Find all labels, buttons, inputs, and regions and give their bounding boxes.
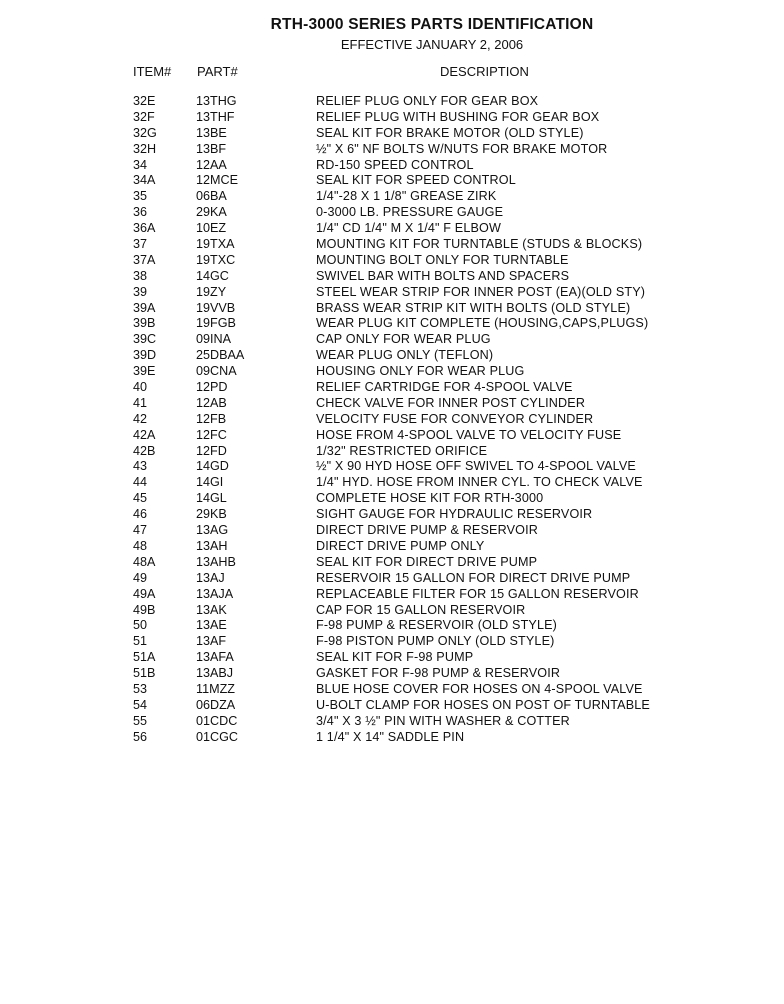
table-row bbox=[0, 587, 784, 603]
part-number-cell: 13AG bbox=[196, 523, 229, 538]
column-header-item: ITEM# bbox=[133, 64, 172, 79]
document-subtitle: EFFECTIVE JANUARY 2, 2006 bbox=[340, 37, 524, 52]
item-number-cell: 39B bbox=[133, 316, 156, 331]
part-number-cell: 25DBAA bbox=[196, 348, 245, 363]
table-row bbox=[0, 94, 784, 110]
description-cell: BLUE HOSE COVER FOR HOSES ON 4-SPOOL VALVE bbox=[316, 681, 643, 696]
part-number-cell: 13AHB bbox=[196, 554, 236, 569]
table-row bbox=[0, 380, 784, 396]
description-cell: F-98 PISTON PUMP ONLY (OLD STYLE) bbox=[316, 634, 555, 649]
description-cell: SWIVEL BAR WITH BOLTS AND SPACERS bbox=[316, 268, 570, 283]
item-number-cell: 42A bbox=[133, 427, 156, 442]
description-cell: 1 1/4" X 14" SADDLE PIN bbox=[316, 729, 465, 744]
part-number-cell: 14GL bbox=[196, 491, 227, 506]
description-cell: 1/4" CD 1/4" M X 1/4" F ELBOW bbox=[316, 221, 502, 236]
table-row bbox=[0, 730, 784, 746]
item-number-cell: 45 bbox=[133, 491, 148, 506]
item-number-cell: 39D bbox=[133, 348, 157, 363]
part-number-cell: 06BA bbox=[196, 189, 227, 204]
item-number-cell: 42 bbox=[133, 411, 148, 426]
description-cell: F-98 PUMP & RESERVOIR (OLD STYLE) bbox=[316, 618, 558, 633]
table-row bbox=[0, 507, 784, 523]
item-number-cell: 47 bbox=[133, 523, 148, 538]
description-cell: WEAR PLUG KIT COMPLETE (HOUSING,CAPS,PLUGS) bbox=[316, 316, 649, 331]
table-row bbox=[0, 428, 784, 444]
description-cell: RELIEF CARTRIDGE FOR 4-SPOOL VALVE bbox=[316, 380, 573, 395]
description-cell: 1/4" HYD. HOSE FROM INNER CYL. TO CHECK VALVE bbox=[316, 475, 643, 490]
item-number-cell: 32E bbox=[133, 94, 156, 108]
description-cell: RESERVOIR 15 GALLON FOR DIRECT DRIVE PUMP bbox=[316, 570, 631, 585]
item-number-cell: 32F bbox=[133, 109, 155, 124]
table-row bbox=[0, 523, 784, 539]
item-number-cell: 39E bbox=[133, 364, 156, 379]
item-number-cell: 55 bbox=[133, 713, 148, 728]
description-cell: HOUSING ONLY FOR WEAR PLUG bbox=[316, 364, 525, 379]
part-number-cell: 13AH bbox=[196, 538, 228, 553]
table-row bbox=[0, 682, 784, 698]
item-number-cell: 37 bbox=[133, 237, 148, 252]
part-number-cell: 14GI bbox=[196, 475, 224, 490]
part-number-cell: 12FD bbox=[196, 443, 227, 458]
description-cell: ½" X 90 HYD HOSE OFF SWIVEL TO 4-SPOOL VALVE bbox=[316, 459, 636, 474]
item-number-cell: 40 bbox=[133, 380, 148, 395]
table-row bbox=[0, 634, 784, 650]
part-number-cell: 10EZ bbox=[196, 221, 227, 236]
description-cell: BRASS WEAR STRIP KIT WITH BOLTS (OLD STYLE) bbox=[316, 300, 631, 315]
part-number-cell: 29KB bbox=[196, 507, 227, 522]
description-cell: RD-150 SPEED CONTROL bbox=[316, 157, 474, 172]
part-number-cell: 01CGC bbox=[196, 729, 238, 744]
item-number-cell: 39C bbox=[133, 332, 157, 347]
table-row bbox=[0, 618, 784, 634]
item-number-cell: 42B bbox=[133, 443, 156, 458]
item-number-cell: 49B bbox=[133, 602, 156, 617]
item-number-cell: 51A bbox=[133, 650, 156, 665]
item-number-cell: 53 bbox=[133, 681, 148, 696]
table-row bbox=[0, 603, 784, 619]
item-number-cell: 51B bbox=[133, 666, 156, 681]
table-row bbox=[0, 475, 784, 491]
column-header-part: PART# bbox=[197, 64, 238, 79]
description-cell: HOSE FROM 4-SPOOL VALVE TO VELOCITY FUSE bbox=[316, 427, 622, 442]
description-cell: RELIEF PLUG ONLY FOR GEAR BOX bbox=[316, 94, 539, 108]
description-cell: MOUNTING BOLT ONLY FOR TURNTABLE bbox=[316, 252, 569, 267]
table-row bbox=[0, 237, 784, 253]
part-number-cell: 13THG bbox=[196, 94, 237, 108]
table-row bbox=[0, 269, 784, 285]
item-number-cell: 37A bbox=[133, 252, 156, 267]
table-row bbox=[0, 142, 784, 158]
part-number-cell: 12FC bbox=[196, 427, 227, 442]
part-number-cell: 14GD bbox=[196, 459, 229, 474]
description-cell: CAP ONLY FOR WEAR PLUG bbox=[316, 332, 491, 347]
column-header-description: DESCRIPTION bbox=[440, 64, 529, 79]
item-number-cell: 38 bbox=[133, 268, 148, 283]
description-cell: 3/4" X 3 ½" PIN WITH WASHER & COTTER bbox=[316, 713, 570, 728]
description-cell: 1/4"-28 X 1 1/8" GREASE ZIRK bbox=[316, 189, 497, 204]
part-number-cell: 12PD bbox=[196, 380, 228, 395]
table-row bbox=[0, 348, 784, 364]
description-cell: RELIEF PLUG WITH BUSHING FOR GEAR BOX bbox=[316, 109, 600, 124]
table-row bbox=[0, 332, 784, 348]
item-number-cell: 51 bbox=[133, 634, 148, 649]
table-row bbox=[0, 491, 784, 507]
description-cell: CHECK VALVE FOR INNER POST CYLINDER bbox=[316, 395, 586, 410]
description-cell: GASKET FOR F-98 PUMP & RESERVOIR bbox=[316, 666, 561, 681]
item-number-cell: 54 bbox=[133, 697, 148, 712]
item-number-cell: 32G bbox=[133, 125, 157, 140]
table-row bbox=[0, 316, 784, 332]
item-number-cell: 43 bbox=[133, 459, 148, 474]
part-number-cell: 12MCE bbox=[196, 173, 238, 188]
part-number-cell: 19ZY bbox=[196, 284, 227, 299]
part-number-cell: 12FB bbox=[196, 411, 227, 426]
item-number-cell: 35 bbox=[133, 189, 148, 204]
description-cell: STEEL WEAR STRIP FOR INNER POST (EA)(OLD STY) bbox=[316, 284, 646, 299]
item-number-cell: 41 bbox=[133, 395, 148, 410]
item-number-cell: 49 bbox=[133, 570, 148, 585]
description-cell: DIRECT DRIVE PUMP & RESERVOIR bbox=[316, 523, 538, 538]
table-row bbox=[0, 555, 784, 571]
part-number-cell: 13BF bbox=[196, 141, 227, 156]
description-cell: U-BOLT CLAMP FOR HOSES ON POST OF TURNTABLE bbox=[316, 697, 650, 712]
table-row bbox=[0, 158, 784, 174]
table-row bbox=[0, 412, 784, 428]
part-number-cell: 13BE bbox=[196, 125, 227, 140]
description-cell: REPLACEABLE FILTER FOR 15 GALLON RESERVOIR bbox=[316, 586, 639, 601]
table-row bbox=[0, 205, 784, 221]
table-row bbox=[0, 698, 784, 714]
table-row bbox=[0, 110, 784, 126]
item-number-cell: 49A bbox=[133, 586, 156, 601]
item-number-cell: 36A bbox=[133, 221, 156, 236]
item-number-cell: 36 bbox=[133, 205, 148, 220]
item-number-cell: 44 bbox=[133, 475, 148, 490]
item-number-cell: 34 bbox=[133, 157, 148, 172]
part-number-cell: 13AJ bbox=[196, 570, 225, 585]
table-row bbox=[0, 459, 784, 475]
part-number-cell: 13AJA bbox=[196, 586, 234, 601]
part-number-cell: 13AE bbox=[196, 618, 227, 633]
part-number-cell: 06DZA bbox=[196, 697, 236, 712]
parts-table bbox=[0, 94, 784, 746]
description-cell: 1/32" RESTRICTED ORIFICE bbox=[316, 443, 488, 458]
item-number-cell: 39 bbox=[133, 284, 148, 299]
description-cell: SEAL KIT FOR DIRECT DRIVE PUMP bbox=[316, 554, 538, 569]
description-cell: SEAL KIT FOR F-98 PUMP bbox=[316, 650, 474, 665]
table-row bbox=[0, 571, 784, 587]
item-number-cell: 46 bbox=[133, 507, 148, 522]
part-number-cell: 13THF bbox=[196, 109, 235, 124]
table-row bbox=[0, 444, 784, 460]
table-row bbox=[0, 173, 784, 189]
table-row bbox=[0, 539, 784, 555]
part-number-cell: 19TXC bbox=[196, 252, 236, 267]
description-cell: MOUNTING KIT FOR TURNTABLE (STUDS & BLOCKS) bbox=[316, 237, 643, 252]
part-number-cell: 11MZZ bbox=[196, 681, 235, 696]
description-cell: SIGHT GAUGE FOR HYDRAULIC RESERVOIR bbox=[316, 507, 593, 522]
part-number-cell: 13AF bbox=[196, 634, 227, 649]
item-number-cell: 48A bbox=[133, 554, 156, 569]
item-number-cell: 34A bbox=[133, 173, 156, 188]
table-row bbox=[0, 285, 784, 301]
description-cell: DIRECT DRIVE PUMP ONLY bbox=[316, 538, 485, 553]
part-number-cell: 09INA bbox=[196, 332, 232, 347]
part-number-cell: 12AB bbox=[196, 395, 227, 410]
item-number-cell: 48 bbox=[133, 538, 148, 553]
description-cell: 0-3000 LB. PRESSURE GAUGE bbox=[316, 205, 504, 220]
part-number-cell: 13AFA bbox=[196, 650, 234, 665]
description-cell: WEAR PLUG ONLY (TEFLON) bbox=[316, 348, 494, 363]
table-row bbox=[0, 396, 784, 412]
table-row bbox=[0, 650, 784, 666]
description-cell: COMPLETE HOSE KIT FOR RTH-3000 bbox=[316, 491, 544, 506]
description-cell: CAP FOR 15 GALLON RESERVOIR bbox=[316, 602, 526, 617]
table-row bbox=[0, 301, 784, 317]
item-number-cell: 39A bbox=[133, 300, 156, 315]
part-number-cell: 13AK bbox=[196, 602, 227, 617]
table-row bbox=[0, 221, 784, 237]
part-number-cell: 13ABJ bbox=[196, 666, 234, 681]
table-row bbox=[0, 126, 784, 142]
part-number-cell: 19FGB bbox=[196, 316, 236, 331]
description-cell: ½" X 6" NF BOLTS W/NUTS FOR BRAKE MOTOR bbox=[316, 141, 608, 156]
table-row bbox=[0, 253, 784, 269]
table-row bbox=[0, 666, 784, 682]
description-cell: SEAL KIT FOR SPEED CONTROL bbox=[316, 173, 516, 188]
part-number-cell: 19TXA bbox=[196, 237, 235, 252]
part-number-cell: 12AA bbox=[196, 157, 227, 172]
part-number-cell: 01CDC bbox=[196, 713, 238, 728]
table-row bbox=[0, 714, 784, 730]
part-number-cell: 19VVB bbox=[196, 300, 236, 315]
description-cell: SEAL KIT FOR BRAKE MOTOR (OLD STYLE) bbox=[316, 125, 584, 140]
description-cell: VELOCITY FUSE FOR CONVEYOR CYLINDER bbox=[316, 411, 594, 426]
part-number-cell: 09CNA bbox=[196, 364, 237, 379]
item-number-cell: 50 bbox=[133, 618, 148, 633]
item-number-cell: 56 bbox=[133, 729, 148, 744]
table-row bbox=[0, 364, 784, 380]
part-number-cell: 29KA bbox=[196, 205, 227, 220]
part-number-cell: 14GC bbox=[196, 268, 229, 283]
document-title: RTH-3000 SERIES PARTS IDENTIFICATION bbox=[270, 16, 594, 33]
item-number-cell: 32H bbox=[133, 141, 157, 156]
table-row bbox=[0, 189, 784, 205]
